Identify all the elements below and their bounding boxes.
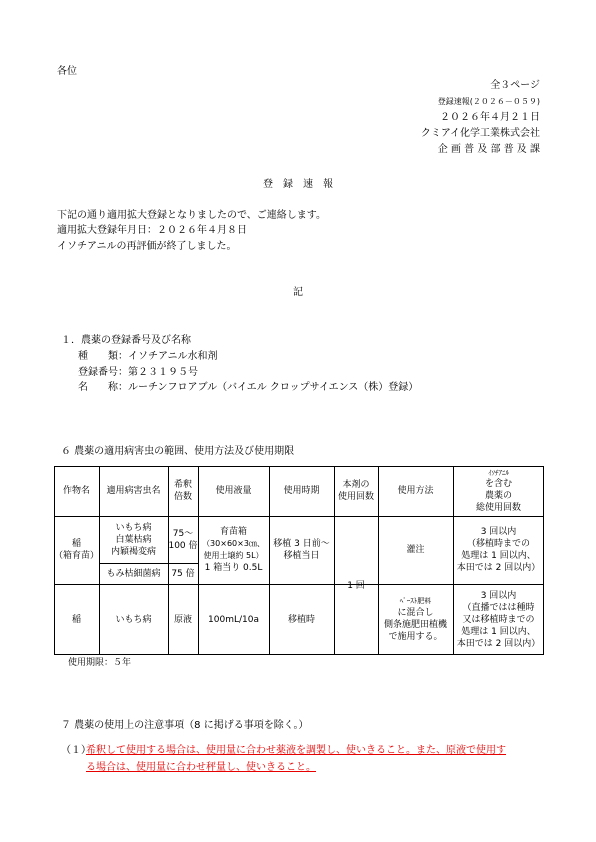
row1-total-line: （移植時までの (466, 539, 530, 549)
row1-pest-a (99, 516, 168, 563)
row2-amount: 100mL/10a (208, 614, 259, 625)
row1-pest-line: いもち病 (115, 522, 152, 533)
document-title: 登 録 速 報 (263, 179, 333, 190)
row2-total-line: （直播ではは種時 (462, 602, 535, 613)
regno-value: 第２３１９５号 (128, 367, 198, 378)
row2-total-line: 処理は 1 回以内、 (461, 626, 536, 637)
section7-heading: ７ 農薬の使用上の注意事項（8 に掲げる事項を除く。） (61, 720, 309, 731)
header-pest: 適用病害虫名 (106, 486, 161, 496)
row2-timing: 移植時 (287, 614, 315, 625)
name-value: ルーチンフロアブル（バイエル クロップサイエンス（株）登録） (128, 382, 419, 393)
header-total-line: ｲｿﾁｱﾆﾙ (488, 469, 509, 477)
row1-amount-line: 使用土壌約 5L） (203, 551, 264, 560)
row1-total-line: 本田では 2 回以内） (456, 563, 541, 573)
row2-method-line: ﾍﾟｰｽﾄ肥料 (399, 597, 432, 605)
issue-date: ２０２６年４月２１日 (440, 112, 540, 123)
row2-method-line: で施用する。 (388, 632, 443, 642)
row2-total-line: 本田では 2 回以内） (456, 638, 541, 649)
row1-timing-line: 移植 3 日前～ (273, 539, 330, 549)
header-dilution-line: 倍数 (173, 492, 192, 502)
regno-label: 登録番号： (78, 367, 128, 378)
row1-amount (198, 516, 269, 584)
header-total-line: 総使用回数 (475, 503, 521, 513)
row2-total-line: 3 回以内 (480, 590, 517, 601)
type-value: イソチアニル水和剤 (128, 351, 218, 362)
row1-dilution-line: 100 倍 (168, 540, 198, 551)
header-crop: 作物名 (62, 486, 90, 496)
header-dilution (168, 466, 198, 516)
row2-total-line: 又は移植時までの (462, 614, 535, 625)
row2-pest: いもち病 (115, 614, 152, 625)
regno-row (78, 366, 198, 379)
page-count: 全３ページ (490, 80, 540, 91)
row1-pest-line: 内穎褐変病 (110, 546, 156, 557)
header-count (334, 466, 378, 516)
row1-pest-line: 白葉枯病 (115, 534, 152, 545)
type-label: 種 類： (78, 351, 128, 362)
row1-crop-line: （箱育苗） (54, 551, 100, 561)
header-amount: 使用液量 (215, 486, 252, 496)
row1-amount-line: （30×60×3㎝、 (202, 539, 265, 548)
row1-dilution-a (168, 516, 198, 563)
row1-method: 灌注 (406, 545, 425, 555)
row1-pest-b: もみ枯細菌病 (106, 568, 161, 579)
ki-mark: 記 (293, 287, 303, 298)
caution-line-2: る場合は、使用量に合わせ秤量し、使いきること。 (86, 762, 316, 773)
row1-timing-line: 移植当日 (283, 551, 320, 561)
row2-dilution: 原液 (173, 614, 192, 625)
department-name: 企 画 普 及 部 普 及 課 (437, 144, 540, 155)
intro-line-2: 適用拡大登録年月日：２０２６年４月８日 (57, 225, 247, 236)
row1-dilution-line: 75～ (172, 528, 194, 539)
application-table (54, 466, 544, 655)
name-label: 名 称： (78, 382, 128, 393)
section6-heading: ６ 農薬の適用病害虫の範囲、使用方法及び使用期限 (61, 446, 295, 457)
row2-total (453, 584, 544, 655)
header-total-line: を含む (484, 479, 512, 489)
row1-crop-line: 稲 (71, 539, 81, 549)
header-total (453, 466, 544, 516)
row1-total (453, 516, 544, 584)
count-value: 1 回 (347, 580, 365, 591)
row2-method (378, 584, 453, 655)
row1-timing (269, 516, 334, 584)
header-count-line: 使用回数 (337, 492, 374, 502)
header-method: 使用方法 (397, 486, 434, 496)
caution-line-1: 希釈して使用する場合は、使用量に合わせ薬液を調製し、使いきること。また、原液で使用す (86, 745, 506, 756)
row2-crop: 稲 (71, 614, 81, 625)
row1-dilution-b: 75 倍 (171, 568, 195, 579)
company-name: クミアイ化学工業株式会社 (420, 128, 540, 139)
header-timing: 使用時期 (283, 486, 320, 496)
name-row (78, 381, 418, 394)
row1-crop (54, 516, 99, 584)
header-total-line: 農薬の (484, 491, 512, 501)
expiry-note: 使用期限：５年 (68, 658, 132, 668)
section1-heading: １．農薬の登録番号及び名称 (61, 335, 191, 346)
item-number: （１） (61, 745, 91, 756)
row2-method-line: に混合し (397, 608, 434, 618)
row1-total-line: 3 回以内 (480, 527, 517, 537)
header-count-line: 本剤の (342, 480, 370, 490)
doc-number: 登録速報(２０２６－０５９) (437, 97, 540, 106)
intro-line-3: イソチアニルの再評価が終了しました。 (57, 241, 237, 252)
row2-method-line: 側条施肥田植機 (383, 620, 447, 630)
row1-amount-line: 1 箱当り 0.5L (204, 563, 263, 573)
intro-line-1: 下記の通り適用拡大登録となりましたので、ご連絡します。 (57, 210, 326, 221)
type-row (78, 350, 218, 363)
header-dilution-line: 希釈 (173, 480, 192, 490)
row1-total-line: 処理は 1 回以内、 (461, 551, 536, 561)
recipient: 各位 (57, 66, 77, 77)
row1-amount-line: 育苗箱 (219, 527, 247, 537)
